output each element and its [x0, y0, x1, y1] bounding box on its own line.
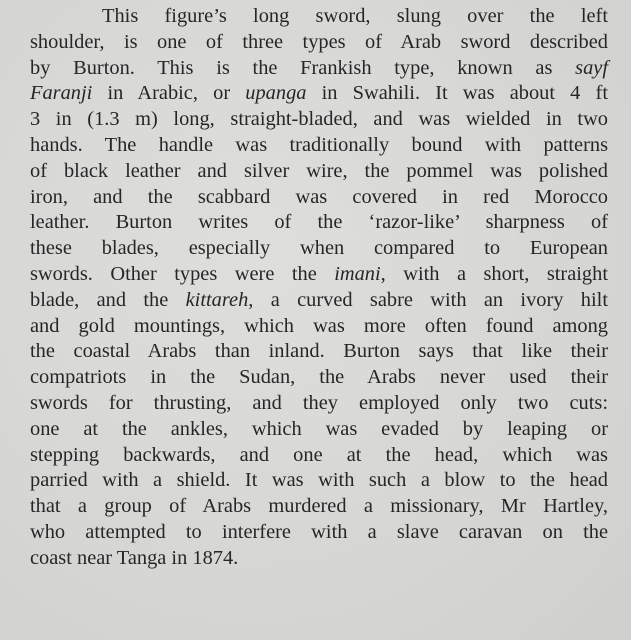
text-line [30, 236, 608, 262]
text-run: , with a short, straight [380, 262, 608, 285]
text-run: leather. Burton writes of the ‘razor-like’ sharpness of [30, 211, 608, 234]
text-line [30, 520, 608, 546]
text-line [30, 262, 608, 288]
text-run: these blades, especially when compared to European [30, 237, 608, 260]
text-line [30, 107, 608, 133]
text-run: swords for thrusting, and they employed only two cuts: [30, 391, 608, 414]
text-line [30, 185, 608, 211]
text-run: 3 in (1.3 m) long, straight-bladed, and was wielded in two [30, 108, 608, 131]
text-line [30, 546, 608, 572]
text-run: iron, and the scabbard was covered in red Morocco [30, 185, 608, 208]
text-line [30, 314, 608, 340]
text-line [30, 288, 608, 314]
text-run: in Arabic, or [92, 82, 246, 105]
text-run: stepping backwards, and one at the head, which was [30, 443, 608, 466]
text-run: , a curved sabre with an ivory hilt [248, 288, 608, 311]
text-line [30, 210, 608, 236]
text-line [30, 391, 608, 417]
text-run: by Burton. This is the Frankish type, known as [30, 56, 576, 79]
text-run: parried with a shield. It was with such a blow to the head [30, 469, 608, 492]
text-line [30, 133, 608, 159]
text-run: blade, and the [30, 288, 186, 311]
text-run: shoulder, is one of three types of Arab sword described [30, 30, 608, 53]
text-line [30, 81, 608, 107]
italic-term: sayf [575, 56, 608, 79]
text-run: of black leather and silver wire, the pommel was polished [30, 159, 608, 182]
text-line [30, 417, 608, 443]
text-run: in Swahili. It was about 4 ft [306, 82, 608, 105]
text-line [30, 56, 608, 82]
text-line [30, 4, 608, 30]
text-run: who attempted to interfere with a slave caravan on the [30, 520, 608, 543]
text-run: and gold mountings, which was more often found among [30, 314, 608, 337]
text-line [30, 494, 608, 520]
text-line [30, 30, 608, 56]
text-run: the coastal Arabs than inland. Burton says that like their [30, 340, 608, 363]
text-line [30, 365, 608, 391]
text-run: swords. Other types were the [30, 262, 335, 285]
italic-term: kittareh [185, 288, 249, 311]
italic-term: upanga [245, 82, 307, 105]
body-paragraph [30, 4, 608, 572]
text-run: hands. The handle was traditionally bound with patterns [30, 133, 608, 156]
text-line [30, 339, 608, 365]
text-line [30, 443, 608, 469]
text-run: one at the ankles, which was evaded by leaping or [30, 417, 608, 440]
text-run: that a group of Arabs murdered a missionary, Mr Hartley, [30, 495, 608, 518]
text-run: coast near Tanga in 1874. [30, 546, 239, 569]
text-run: compatriots in the Sudan, the Arabs never used their [30, 366, 608, 389]
text-run: This figure’s long sword, slung over the left [102, 5, 608, 27]
text-line [30, 468, 608, 494]
italic-term: imani [334, 262, 381, 285]
text-line [30, 159, 608, 185]
italic-term: Faranji [30, 82, 93, 105]
